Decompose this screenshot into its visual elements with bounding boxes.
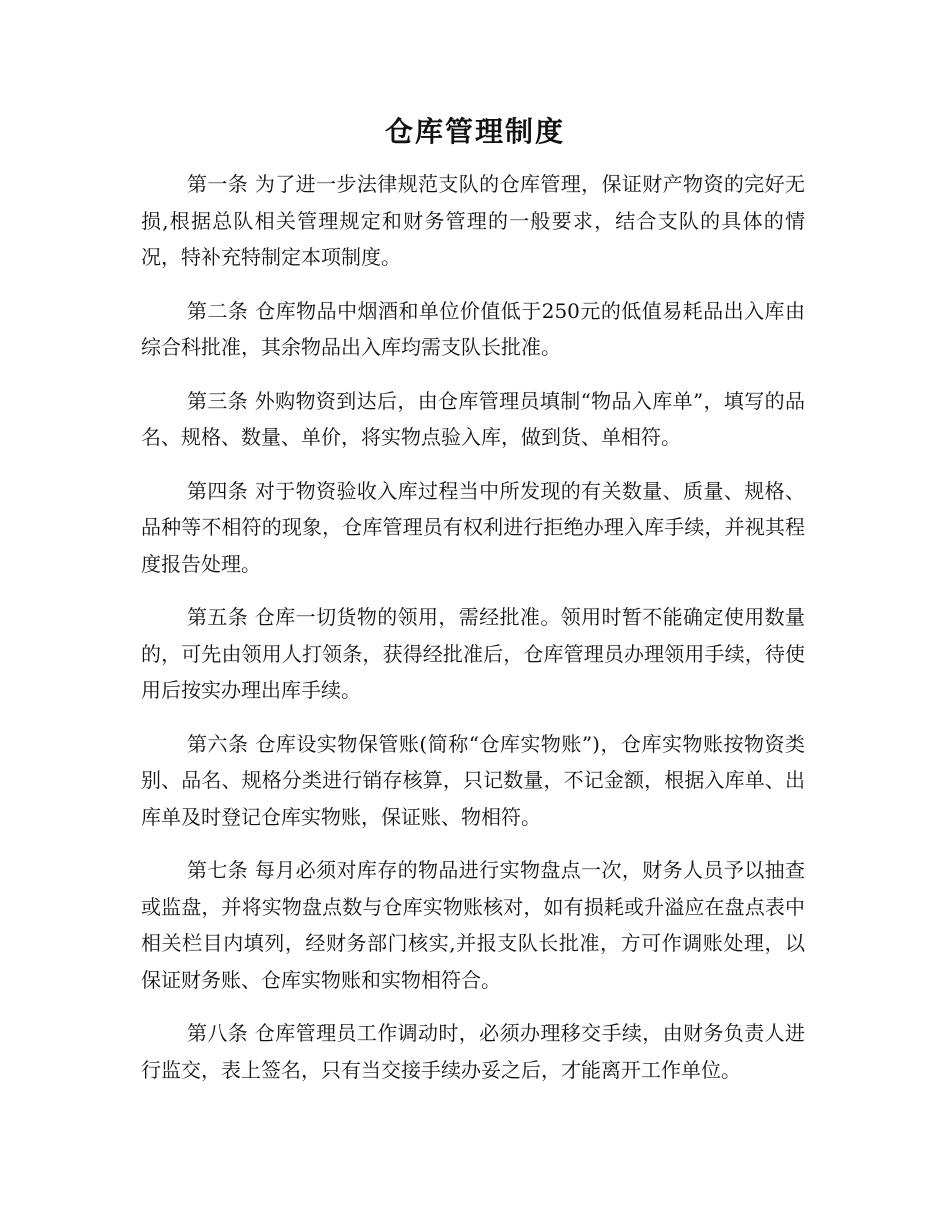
article-8: 第八条 仓库管理员工作调动时，必须办理移交手续，由财务负责人进行监交，表上签名，只有当交接手续办妥之后，才能离开工作单位。 — [141, 1021, 805, 1082]
article-6: 第六条 仓库设实物保管账(简称“仓库实物账”)，仓库实物账按物资类别、品名、规格分类进行销存核算，只记数量，不记金额，根据入库单、出库单及时登记仓库实物账，保证账、物相符。 — [141, 731, 805, 829]
article-4: 第四条 对于物资验收入库过程当中所发现的有关数量、质量、规格、品种等不相符的现象，仓库管理员有权利进行拒绝办理入库手续，并视其程度报告处理。 — [141, 478, 805, 576]
document-body — [141, 166, 805, 1105]
article-5: 第五条 仓库一切货物的领用，需经批准。领用时暂不能确定使用数量的，可先由领用人打领条，获得经批准后，仓库管理员办理领用手续，待使用后按实办理出库手续。 — [141, 605, 805, 702]
article-1: 第一条 为了进一步法律规范支队的仓库管理，保证财产物资的完好无损,根据总队相关管理规定和财务管理的一般要求，结合支队的具体的情况，特补充特制定本项制度。 — [141, 172, 805, 269]
article-3: 第三条 外购物资到达后，由仓库管理员填制“物品入库单”，填写的品名、规格、数量、单价，将实物点验入库，做到货、单相符。 — [141, 388, 805, 449]
article-2: 第二条 仓库物品中烟酒和单位价值低于250元的低值易耗品出入库由综合科批准，其余物品出入库均需支队长批准。 — [141, 298, 805, 359]
document-title: 仓库管理制度 — [384, 115, 565, 148]
article-7: 第七条 每月必须对库存的物品进行实物盘点一次，财务人员予以抽查或监盘，并将实物盘点数与仓库实物账核对，如有损耗或升溢应在盘点表中相关栏目内填列，经财务部门核实,并报支队长批准，方可作调账处理，以保证财务账、仓库实物账和实物相符合。 — [141, 858, 805, 992]
